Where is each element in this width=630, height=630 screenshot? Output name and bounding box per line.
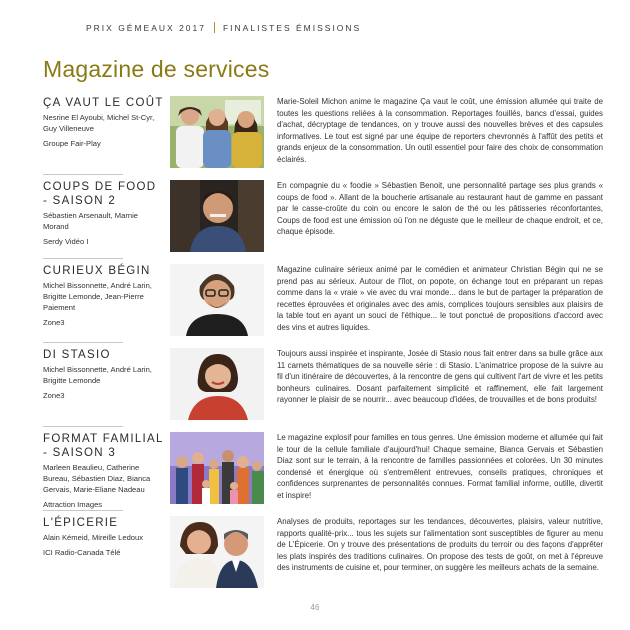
header-section: FINALISTES ÉMISSIONS (222, 23, 362, 33)
page-title: Magazine de services (43, 56, 270, 82)
entry-divider (43, 510, 123, 511)
show-photo (170, 180, 264, 252)
entry-divider (43, 426, 123, 427)
show-producer: ICI Radio-Canada Télé (43, 548, 121, 557)
show-title: ÇA VAUT LE COÛT (43, 97, 164, 109)
show-credits: Michel Bissonnette, André Larin, Brigitte Lemonde (43, 365, 152, 385)
entry-info (43, 516, 165, 558)
show-title: CURIEUX BÉGIN (43, 265, 151, 277)
show-title: DI STASIO (43, 349, 111, 361)
show-producer: Zone3 (43, 318, 65, 327)
show-photo (170, 96, 264, 168)
show-description: Toujours aussi inspirée et inspirante, Josée di Stasio nous fait entrer dans sa bulle grâce aux 11 carnets thématiques de sa nouvelle série : di Stasio. L'animatrice propose de la suivre au fil d'un itinéraire de découvertes, à la rencontre de gens qui cultivent l'art de vivre et les petits bonheurs culinaires. Dosant parfaitement simplicité et raffinement, elle fait largement rayonner le plaisir de se nourrir... avec beaucoup d'idées, de trouvailles et de bons produits! (277, 349, 603, 405)
show-title: FORMAT FAMILIAL - SAISON 3 (43, 433, 164, 459)
show-credits: Marleen Beaulieu, Catherine Bureau, Sébastien Diaz, Bianca Gervais, Marie-Eliane Nadeau (43, 463, 151, 494)
header-separator (214, 22, 215, 33)
entry-curieux-begin (43, 264, 603, 340)
header-event: PRIX GÉMEAUX 2017 (86, 23, 206, 33)
entry-divider (43, 258, 123, 259)
entry-coups-de-food (43, 180, 603, 256)
entry-info (43, 348, 165, 401)
show-producer: Serdy Vidéo I (43, 237, 89, 246)
entry-info (43, 96, 165, 149)
page-header (86, 22, 361, 33)
entry-divider (43, 174, 123, 175)
show-photo (170, 264, 264, 336)
show-credits: Alain Kémeid, Mireille Ledoux (43, 533, 144, 542)
show-description: Analyses de produits, reportages sur les tendances, découvertes, plaisirs, valeur nutritive, rapports qualité-prix... tous les sujets sur l'alimentation sont susceptibles de figurer au menu de L'Épicerie. On y trouve des présentations de produits du terroir ou des façons d'apprêter les plats inspirés des traditions culinaires. On propose des tests de goût, on met à l'épreuve des instruments de cuisine et, pour terminer, on suggère les meilleurs achats de la semaine. (277, 517, 603, 573)
page-number: 46 (310, 603, 320, 612)
entry-info (43, 432, 165, 510)
show-description: Le magazine explosif pour familles en tous genres. Une émission moderne et allumée qui fait le tour de la cellule familiale d'aujourd'hui! Chaque semaine, Bianca Gervais et Sébastien Diaz sont sur le terrain, à la rencontre de familles passionnées et colorées. Un 30 minutes condensé et énergique où s'entremêlent entrevues, conseils pratiques, chroniques et confidences surprenantes de personnalités connues. Format familial informe, outille, divertit et inspire! (277, 433, 603, 500)
show-title: L'ÉPICERIE (43, 517, 119, 529)
entry-ca-vaut-le-cout (43, 96, 603, 172)
show-credits: Sébastien Arsenault, Marnie Morand (43, 211, 138, 231)
show-producer: Zone3 (43, 391, 65, 400)
show-description: En compagnie du « foodie » Sébastien Benoit, une personnalité partage ses plus grands « coups de food ». Allant de la boucherie artisanale au restaurant haut de gamme en passant par le casse-croûte du coin ou encore le salon de thé ou les pâtisseries réconfortantes, Coups de food est une émission où l'on ne déguste que le meilleur de chaque endroit, et ce, chaque épisode. (277, 181, 603, 237)
show-producer: Groupe Fair-Play (43, 139, 101, 148)
entry-info (43, 264, 165, 328)
show-photo (170, 432, 264, 504)
entry-di-stasio (43, 348, 603, 424)
entry-info (43, 180, 165, 247)
show-description: Marie-Soleil Michon anime le magazine Ça vaut le coût, une émission allumée qui traite de toutes les questions reliées à la consommation. Reportages fouillés, bancs d'essai, guides d'achat, décryptage de tendances, on y trouve aussi des nouvelles brèves et des capsules informatives. Le tout est signé par une équipe de reporters chevronnés à l'affût des petits et grands enjeux de la consommation. Un outil essentiel pour faire des choix de consommation éclairés. (277, 97, 603, 164)
show-credits: Michel Bissonnette, André Larin, Brigitte Lemonde, Jean-Pierre Paiement (43, 281, 152, 312)
show-credits: Nesrine El Ayoubi, Michel St-Cyr, Guy Villeneuve (43, 113, 155, 133)
show-photo (170, 516, 264, 588)
show-photo (170, 348, 264, 420)
entry-format-familial (43, 432, 603, 508)
show-title: COUPS DE FOOD - SAISON 2 (43, 181, 157, 207)
entry-l-epicerie (43, 516, 603, 592)
entry-divider (43, 342, 123, 343)
show-description: Magazine culinaire sérieux animé par le comédien et animateur Christian Bégin qui ne se prend pas au sérieux. Autour de l'îlot, on popote, on échange tout en préparant un repas comme dans la « vraie » vie avec du vrai monde... dans le but de partager la préparation de recettes éprouvées et originales avec des amis, complices toujours sensibles aux plaisirs de la table tout en ayant un souci de l'éthique... le tout ponctué de propositions d'accord avec des vins et autres liquides. (277, 265, 603, 332)
show-producer: Attraction Images (43, 500, 103, 509)
